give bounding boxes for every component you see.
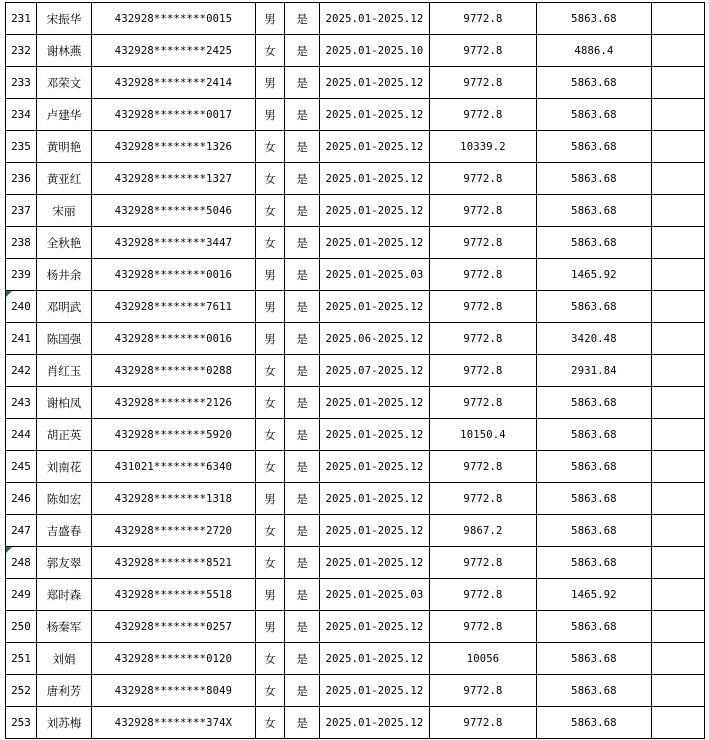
name-cell[interactable]: 郭友翠 [37, 547, 92, 579]
empty-cell[interactable] [652, 323, 705, 355]
cell-flag-icon [6, 547, 12, 553]
empty-cell[interactable] [652, 387, 705, 419]
base-amount-cell[interactable]: 9772.8 [430, 579, 537, 611]
subsidy-amount-cell[interactable]: 5863.68 [537, 515, 652, 547]
period-cell[interactable]: 2025.01-2025.12 [320, 195, 430, 227]
id-number-cell[interactable]: 432928********2414 [92, 67, 256, 99]
row-number[interactable]: 245 [6, 451, 37, 483]
table-row [6, 515, 705, 547]
name-cell[interactable]: 黄亚红 [37, 163, 92, 195]
subsidy-amount-cell[interactable]: 5863.68 [537, 419, 652, 451]
row-number[interactable]: 240 [6, 291, 37, 323]
subsidy-amount-cell[interactable]: 5863.68 [537, 547, 652, 579]
period-cell[interactable]: 2025.01-2025.12 [320, 99, 430, 131]
period-cell[interactable]: 2025.01-2025.12 [320, 483, 430, 515]
gender-cell[interactable]: 男 [256, 291, 285, 323]
table-row [6, 227, 705, 259]
subsidy-table [5, 2, 705, 739]
subsidy-amount-cell[interactable]: 3420.48 [537, 323, 652, 355]
flag-cell[interactable]: 是 [285, 355, 320, 387]
name-cell[interactable]: 全秋艳 [37, 227, 92, 259]
name-cell[interactable]: 宋振华 [37, 3, 92, 35]
flag-cell[interactable]: 是 [285, 323, 320, 355]
gender-cell[interactable]: 女 [256, 131, 285, 163]
name-cell[interactable]: 郑时森 [37, 579, 92, 611]
empty-cell[interactable] [652, 419, 705, 451]
table-row [6, 611, 705, 643]
subsidy-amount-cell[interactable]: 5863.68 [537, 707, 652, 739]
id-number-cell[interactable]: 432928********2720 [92, 515, 256, 547]
gender-cell[interactable]: 男 [256, 611, 285, 643]
period-cell[interactable]: 2025.01-2025.12 [320, 3, 430, 35]
row-number[interactable]: 251 [6, 643, 37, 675]
name-cell[interactable]: 刘南花 [37, 451, 92, 483]
table-row [6, 451, 705, 483]
period-cell[interactable]: 2025.01-2025.10 [320, 35, 430, 67]
id-number-cell[interactable]: 432928********5920 [92, 419, 256, 451]
id-number-cell[interactable]: 432928********1327 [92, 163, 256, 195]
gender-cell[interactable]: 女 [256, 195, 285, 227]
row-number[interactable]: 231 [6, 3, 37, 35]
subsidy-amount-cell[interactable]: 5863.68 [537, 611, 652, 643]
gender-cell[interactable]: 男 [256, 323, 285, 355]
id-number-cell[interactable]: 432928********0016 [92, 259, 256, 291]
empty-cell[interactable] [652, 291, 705, 323]
row-number[interactable]: 233 [6, 67, 37, 99]
cell-flag-icon [6, 291, 12, 297]
gender-cell[interactable]: 女 [256, 547, 285, 579]
gender-cell[interactable]: 女 [256, 35, 285, 67]
row-number[interactable]: 250 [6, 611, 37, 643]
name-cell[interactable]: 杨秦军 [37, 611, 92, 643]
id-number-cell[interactable]: 432928********5518 [92, 579, 256, 611]
table-row [6, 259, 705, 291]
base-amount-cell[interactable]: 9772.8 [430, 675, 537, 707]
name-cell[interactable]: 唐利芳 [37, 675, 92, 707]
gender-cell[interactable]: 男 [256, 99, 285, 131]
name-cell[interactable]: 谢柏凤 [37, 387, 92, 419]
id-number-cell[interactable]: 432928********1318 [92, 483, 256, 515]
row-number[interactable]: 232 [6, 35, 37, 67]
base-amount-cell[interactable]: 9772.8 [430, 547, 537, 579]
flag-cell[interactable]: 是 [285, 291, 320, 323]
base-amount-cell[interactable]: 9772.8 [430, 611, 537, 643]
period-cell[interactable]: 2025.01-2025.12 [320, 131, 430, 163]
gender-cell[interactable]: 女 [256, 515, 285, 547]
table-row [6, 99, 705, 131]
row-number[interactable]: 253 [6, 707, 37, 739]
flag-cell[interactable]: 是 [285, 99, 320, 131]
id-number-cell[interactable]: 432928********5046 [92, 195, 256, 227]
flag-cell[interactable]: 是 [285, 131, 320, 163]
flag-cell[interactable]: 是 [285, 675, 320, 707]
table-row [6, 195, 705, 227]
empty-cell[interactable] [652, 643, 705, 675]
subsidy-amount-cell[interactable]: 5863.68 [537, 67, 652, 99]
period-cell[interactable]: 2025.01-2025.03 [320, 579, 430, 611]
gender-cell[interactable]: 男 [256, 3, 285, 35]
empty-cell[interactable] [652, 611, 705, 643]
name-cell[interactable]: 刘娟 [37, 643, 92, 675]
period-cell[interactable]: 2025.01-2025.12 [320, 163, 430, 195]
subsidy-amount-cell[interactable]: 1465.92 [537, 579, 652, 611]
base-amount-cell[interactable]: 9772.8 [430, 291, 537, 323]
period-cell[interactable]: 2025.01-2025.12 [320, 387, 430, 419]
row-number[interactable]: 248 [6, 547, 37, 579]
table-row [6, 323, 705, 355]
base-amount-cell[interactable]: 9867.2 [430, 515, 537, 547]
id-number-cell[interactable]: 432928********1326 [92, 131, 256, 163]
gender-cell[interactable]: 女 [256, 643, 285, 675]
flag-cell[interactable]: 是 [285, 195, 320, 227]
flag-cell[interactable]: 是 [285, 259, 320, 291]
period-cell[interactable]: 2025.01-2025.12 [320, 291, 430, 323]
row-number[interactable]: 236 [6, 163, 37, 195]
period-cell[interactable]: 2025.01-2025.03 [320, 259, 430, 291]
id-number-cell[interactable]: 432928********0015 [92, 3, 256, 35]
flag-cell[interactable]: 是 [285, 163, 320, 195]
period-cell[interactable]: 2025.01-2025.12 [320, 419, 430, 451]
base-amount-cell[interactable]: 9772.8 [430, 387, 537, 419]
table-row [6, 3, 705, 35]
empty-cell[interactable] [652, 579, 705, 611]
row-number[interactable]: 246 [6, 483, 37, 515]
empty-cell[interactable] [652, 547, 705, 579]
flag-cell[interactable]: 是 [285, 579, 320, 611]
subsidy-amount-cell[interactable]: 5863.68 [537, 195, 652, 227]
table-body [6, 3, 705, 739]
period-cell[interactable]: 2025.01-2025.12 [320, 707, 430, 739]
flag-cell[interactable]: 是 [285, 483, 320, 515]
gender-cell[interactable]: 女 [256, 675, 285, 707]
empty-cell[interactable] [652, 131, 705, 163]
flag-cell[interactable]: 是 [285, 707, 320, 739]
empty-cell[interactable] [652, 355, 705, 387]
empty-cell[interactable] [652, 35, 705, 67]
gender-cell[interactable]: 女 [256, 387, 285, 419]
name-cell[interactable]: 刘苏梅 [37, 707, 92, 739]
base-amount-cell[interactable]: 9772.8 [430, 3, 537, 35]
table-row [6, 387, 705, 419]
name-cell[interactable]: 吉盛春 [37, 515, 92, 547]
id-number-cell[interactable]: 432928********374X [92, 707, 256, 739]
flag-cell[interactable]: 是 [285, 643, 320, 675]
id-number-cell[interactable]: 432928********0017 [92, 99, 256, 131]
table-row [6, 579, 705, 611]
empty-cell[interactable] [652, 483, 705, 515]
id-number-cell[interactable]: 432928********3447 [92, 227, 256, 259]
empty-cell[interactable] [652, 163, 705, 195]
empty-cell[interactable] [652, 99, 705, 131]
gender-cell[interactable]: 女 [256, 707, 285, 739]
id-number-cell[interactable]: 432928********0288 [92, 355, 256, 387]
flag-cell[interactable]: 是 [285, 451, 320, 483]
period-cell[interactable]: 2025.01-2025.12 [320, 611, 430, 643]
row-number[interactable]: 252 [6, 675, 37, 707]
period-cell[interactable]: 2025.06-2025.12 [320, 323, 430, 355]
table-row [6, 35, 705, 67]
subsidy-amount-cell[interactable]: 2931.84 [537, 355, 652, 387]
empty-cell[interactable] [652, 515, 705, 547]
row-number[interactable]: 243 [6, 387, 37, 419]
subsidy-amount-cell[interactable]: 4886.4 [537, 35, 652, 67]
empty-cell[interactable] [652, 707, 705, 739]
table-row [6, 131, 705, 163]
flag-cell[interactable]: 是 [285, 67, 320, 99]
gender-cell[interactable]: 女 [256, 419, 285, 451]
empty-cell[interactable] [652, 67, 705, 99]
id-number-cell[interactable]: 432928********0257 [92, 611, 256, 643]
name-cell[interactable]: 谢林燕 [37, 35, 92, 67]
base-amount-cell[interactable]: 9772.8 [430, 195, 537, 227]
base-amount-cell[interactable]: 10056 [430, 643, 537, 675]
period-cell[interactable]: 2025.01-2025.12 [320, 547, 430, 579]
empty-cell[interactable] [652, 451, 705, 483]
subsidy-amount-cell[interactable]: 5863.68 [537, 643, 652, 675]
base-amount-cell[interactable]: 9772.8 [430, 163, 537, 195]
base-amount-cell[interactable]: 10150.4 [430, 419, 537, 451]
base-amount-cell[interactable]: 9772.8 [430, 323, 537, 355]
base-amount-cell[interactable]: 10339.2 [430, 131, 537, 163]
subsidy-amount-cell[interactable]: 5863.68 [537, 3, 652, 35]
base-amount-cell[interactable]: 9772.8 [430, 451, 537, 483]
id-number-cell[interactable]: 432928********0016 [92, 323, 256, 355]
period-cell[interactable]: 2025.07-2025.12 [320, 355, 430, 387]
id-number-cell[interactable]: 431021********6340 [92, 451, 256, 483]
id-number-cell[interactable]: 432928********8049 [92, 675, 256, 707]
flag-cell[interactable]: 是 [285, 547, 320, 579]
gender-cell[interactable]: 男 [256, 259, 285, 291]
flag-cell[interactable]: 是 [285, 387, 320, 419]
gender-cell[interactable]: 男 [256, 483, 285, 515]
subsidy-amount-cell[interactable]: 5863.68 [537, 227, 652, 259]
base-amount-cell[interactable]: 9772.8 [430, 227, 537, 259]
flag-cell[interactable]: 是 [285, 3, 320, 35]
table-row [6, 547, 705, 579]
gender-cell[interactable]: 女 [256, 163, 285, 195]
name-cell[interactable]: 宋丽 [37, 195, 92, 227]
base-amount-cell[interactable]: 9772.8 [430, 259, 537, 291]
row-number[interactable]: 242 [6, 355, 37, 387]
row-number[interactable]: 241 [6, 323, 37, 355]
name-cell[interactable]: 邓明武 [37, 291, 92, 323]
base-amount-cell[interactable]: 9772.8 [430, 483, 537, 515]
id-number-cell[interactable]: 432928********2425 [92, 35, 256, 67]
subsidy-amount-cell[interactable]: 5863.68 [537, 291, 652, 323]
id-number-cell[interactable]: 432928********2126 [92, 387, 256, 419]
period-cell[interactable]: 2025.01-2025.12 [320, 643, 430, 675]
subsidy-amount-cell[interactable]: 5863.68 [537, 163, 652, 195]
gender-cell[interactable]: 女 [256, 355, 285, 387]
subsidy-amount-cell[interactable]: 5863.68 [537, 99, 652, 131]
row-number[interactable]: 237 [6, 195, 37, 227]
name-cell[interactable]: 杨井余 [37, 259, 92, 291]
period-cell[interactable]: 2025.01-2025.12 [320, 675, 430, 707]
gender-cell[interactable]: 女 [256, 451, 285, 483]
base-amount-cell[interactable]: 9772.8 [430, 355, 537, 387]
table-row [6, 291, 705, 323]
table-row [6, 355, 705, 387]
id-number-cell[interactable]: 432928********0120 [92, 643, 256, 675]
name-cell[interactable]: 邓荣文 [37, 67, 92, 99]
name-cell[interactable]: 陈如宏 [37, 483, 92, 515]
name-cell[interactable]: 卢建华 [37, 99, 92, 131]
empty-cell[interactable] [652, 259, 705, 291]
flag-cell[interactable]: 是 [285, 35, 320, 67]
row-number[interactable]: 238 [6, 227, 37, 259]
row-number[interactable]: 235 [6, 131, 37, 163]
row-number[interactable]: 247 [6, 515, 37, 547]
id-number-cell[interactable]: 432928********8521 [92, 547, 256, 579]
table-row [6, 643, 705, 675]
gender-cell[interactable]: 女 [256, 227, 285, 259]
table-row [6, 163, 705, 195]
gender-cell[interactable]: 男 [256, 67, 285, 99]
name-cell[interactable]: 肖红玉 [37, 355, 92, 387]
period-cell[interactable]: 2025.01-2025.12 [320, 67, 430, 99]
subsidy-amount-cell[interactable]: 5863.68 [537, 675, 652, 707]
empty-cell[interactable] [652, 675, 705, 707]
period-cell[interactable]: 2025.01-2025.12 [320, 451, 430, 483]
name-cell[interactable]: 胡正英 [37, 419, 92, 451]
row-number[interactable]: 244 [6, 419, 37, 451]
flag-cell[interactable]: 是 [285, 515, 320, 547]
flag-cell[interactable]: 是 [285, 227, 320, 259]
row-number[interactable]: 249 [6, 579, 37, 611]
subsidy-amount-cell[interactable]: 1465.92 [537, 259, 652, 291]
table-row [6, 675, 705, 707]
empty-cell[interactable] [652, 227, 705, 259]
flag-cell[interactable]: 是 [285, 611, 320, 643]
id-number-cell[interactable]: 432928********7611 [92, 291, 256, 323]
subsidy-amount-cell[interactable]: 5863.68 [537, 483, 652, 515]
row-number[interactable]: 239 [6, 259, 37, 291]
subsidy-amount-cell[interactable]: 5863.68 [537, 131, 652, 163]
base-amount-cell[interactable]: 9772.8 [430, 707, 537, 739]
empty-cell[interactable] [652, 195, 705, 227]
period-cell[interactable]: 2025.01-2025.12 [320, 227, 430, 259]
flag-cell[interactable]: 是 [285, 419, 320, 451]
subsidy-amount-cell[interactable]: 5863.68 [537, 387, 652, 419]
table-row [6, 419, 705, 451]
base-amount-cell[interactable]: 9772.8 [430, 67, 537, 99]
table-row [6, 67, 705, 99]
name-cell[interactable]: 陈国强 [37, 323, 92, 355]
base-amount-cell[interactable]: 9772.8 [430, 99, 537, 131]
empty-cell[interactable] [652, 3, 705, 35]
gender-cell[interactable]: 男 [256, 579, 285, 611]
table-row [6, 707, 705, 739]
period-cell[interactable]: 2025.01-2025.12 [320, 515, 430, 547]
row-number[interactable]: 234 [6, 99, 37, 131]
subsidy-amount-cell[interactable]: 5863.68 [537, 451, 652, 483]
base-amount-cell[interactable]: 9772.8 [430, 35, 537, 67]
name-cell[interactable]: 黄明艳 [37, 131, 92, 163]
table-row [6, 483, 705, 515]
